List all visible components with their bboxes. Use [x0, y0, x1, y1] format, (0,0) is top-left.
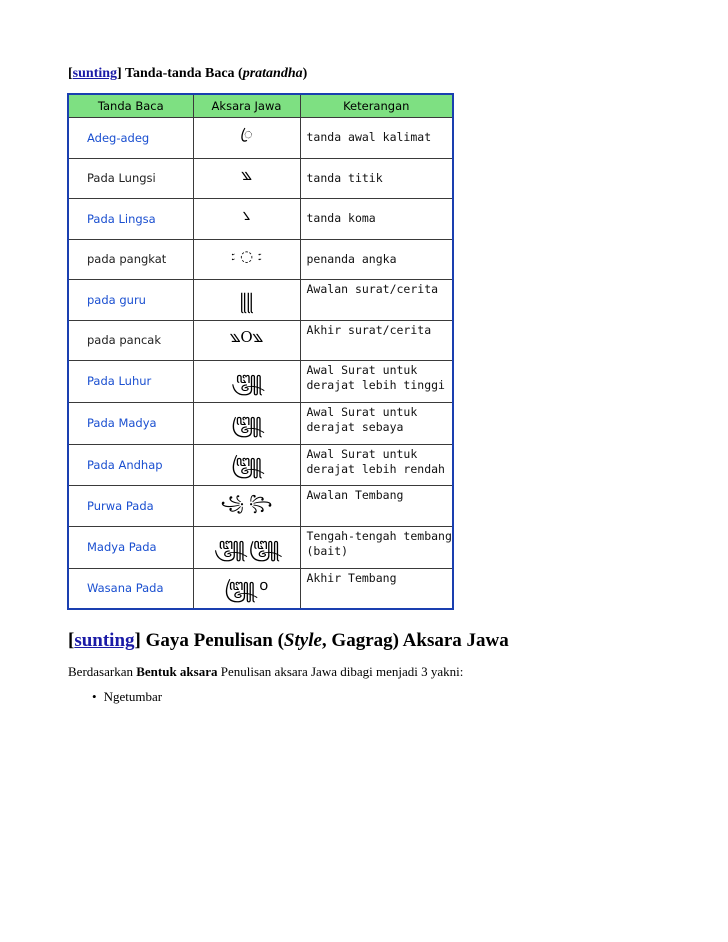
- row-glyph: ꧋꧋: [193, 280, 300, 321]
- row-desc: tanda koma: [300, 199, 452, 240]
- table-row: [69, 320, 452, 361]
- row-name: Wasana Pada: [69, 568, 193, 608]
- row-glyph: ꦿ: [193, 118, 300, 159]
- row-desc: tanda awal kalimat: [300, 118, 452, 159]
- row-glyph: ꧄: [193, 402, 300, 444]
- table-row: [69, 118, 452, 159]
- list-item: Ngetumbar: [103, 689, 163, 704]
- row-desc: Akhir Tembang: [306, 570, 397, 585]
- paragraph-bold: Bentuk aksara: [136, 664, 218, 679]
- header-keterangan: Keterangan: [300, 95, 452, 118]
- edit-link[interactable]: sunting: [72, 66, 118, 81]
- row-name: pada pancak: [69, 320, 193, 361]
- header-tanda-baca: Tanda Baca: [69, 95, 193, 118]
- row-desc: Akhir surat/cerita: [300, 320, 452, 361]
- table-row: [69, 526, 452, 568]
- table-row: [69, 402, 452, 444]
- row-name: Purwa Pada: [69, 486, 193, 527]
- table-row: [69, 361, 452, 403]
- section-title-italic: pratandha: [242, 66, 303, 81]
- row-name: pada pangkat: [69, 239, 193, 280]
- section-title-post: , Gagrag) Aksara Jawa: [321, 630, 509, 651]
- row-desc: Awal Surat untuk derajat lebih tinggi: [300, 361, 452, 403]
- row-glyph: ꧃: [193, 361, 300, 403]
- section-title-italic: Style: [283, 630, 322, 651]
- row-desc: penanda angka: [300, 239, 452, 280]
- table-row: [69, 568, 452, 608]
- row-glyph: ꧉O꧉: [193, 320, 300, 361]
- row-glyph: ꧁ ꧂: [193, 486, 300, 527]
- style-list: [92, 689, 162, 705]
- row-name: Pada Lingsa: [69, 199, 193, 240]
- table-row: [69, 486, 452, 527]
- table-row: [69, 239, 452, 280]
- row-name: Pada Luhur: [69, 361, 193, 403]
- row-glyph: ꧅: [193, 444, 300, 486]
- row-name: Adeg-adeg: [69, 118, 193, 159]
- row-name: Pada Andhap: [69, 444, 193, 486]
- table-row: [69, 199, 452, 240]
- row-name: Pada Lungsi: [69, 158, 193, 199]
- row-desc: Awal Surat untuk derajat lebih rendah: [300, 444, 452, 486]
- table-row: [69, 444, 452, 486]
- row-desc: Awalan Tembang: [300, 486, 452, 527]
- row-glyph: ꧇ ◌ ꧇: [193, 239, 300, 280]
- row-glyph: ꧅ ꧆: [193, 568, 300, 608]
- paragraph: [68, 664, 463, 680]
- section-heading-tanda-baca: [sunting] Tanda-tanda Baca (pratandha): [68, 66, 308, 81]
- bullet-icon: •: [92, 689, 97, 704]
- row-glyph: ꧃ ꧄: [193, 526, 300, 568]
- section-heading-gaya-penulisan: [sunting] Gaya Penulisan (Style, Gagrag) Aksara Jawa: [68, 630, 509, 651]
- header-aksara-jawa: Aksara Jawa: [193, 95, 300, 118]
- section-title-pre: Gaya Penulisan (: [145, 630, 284, 651]
- paragraph-post: Penulisan aksara Jawa dibagi menjadi 3 yakni:: [217, 664, 464, 679]
- paragraph-pre: Berdasarkan: [68, 664, 137, 679]
- row-glyph: ꧈: [193, 199, 300, 240]
- table-row: [69, 158, 452, 199]
- row-name: Madya Pada: [69, 526, 193, 568]
- row-name: Pada Madya: [69, 402, 193, 444]
- row-name: pada guru: [69, 280, 193, 321]
- section-title: Tanda-tanda Baca: [124, 66, 235, 81]
- punctuation-table: [67, 93, 454, 610]
- row-desc: tanda titik: [300, 158, 452, 199]
- row-glyph: ꧉: [193, 158, 300, 199]
- edit-link[interactable]: sunting: [74, 630, 135, 651]
- row-desc: Awalan surat/cerita: [300, 280, 452, 321]
- row-desc: Awal Surat untuk derajat sebaya: [300, 402, 452, 444]
- row-desc: Tengah-tengah tembang (bait): [300, 526, 452, 568]
- table-row: [69, 280, 452, 321]
